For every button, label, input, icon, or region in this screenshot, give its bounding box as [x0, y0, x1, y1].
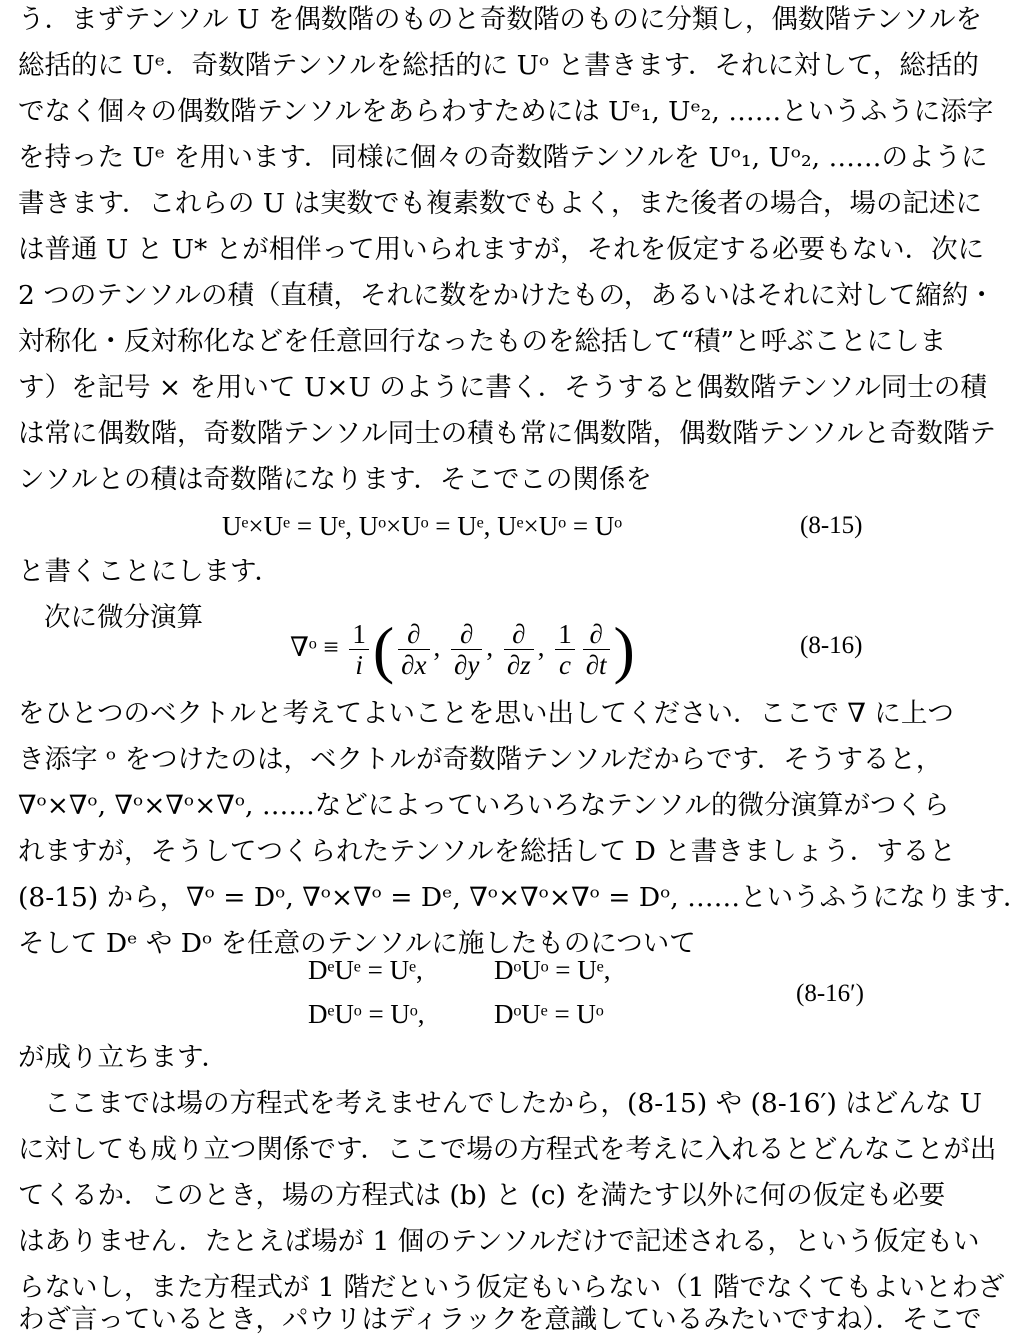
text-line: 2 つのテンソルの積（直積，それに数をかけたもの，あるいはそれに対して縮約・	[18, 280, 995, 311]
equation-8-16p-r2c1: DᵉUᵒ = Uᵒ,	[308, 999, 425, 1029]
text-line: き添字 ᵒ をつけたのは，ベクトルが奇数階テンソルだからです．そうすると，	[18, 744, 943, 775]
text-line: (8-15) から，∇ᵒ = Dᵒ, ∇ᵒ×∇ᵒ = Dᵉ, ∇ᵒ×∇ᵒ×∇ᵒ = Dᵒ, ……というふうになります．	[18, 882, 1030, 913]
equation-8-16p-r1c1: DᵉUᵉ = Uᵉ,	[308, 955, 423, 985]
text-line: 対称化・反対称化などを任意回行なったものを総括して“積”と呼ぶことにしま	[18, 326, 947, 357]
fraction: $\frac{1}{i}$	[349, 619, 369, 680]
text-line: をひとつのベクトルと考えてよいことを思い出してください．ここで ∇ に上つ	[18, 698, 954, 729]
equation-number: (8-16′)	[796, 980, 864, 1007]
text-line: らないし，また方程式が 1 階だという仮定もいらない（1 階でなくてもよいとわざ	[18, 1272, 1005, 1303]
text-line: を持った Uᵉ を用います．同様に個々の奇数階テンソルを Uᵒ₁, Uᵒ₂, ……のように	[18, 142, 988, 173]
text-line: す）を記号 × を用いて U×U のように書く．そうすると偶数階テンソル同士の積	[18, 372, 987, 403]
text-line: れますが，そうしてつくられたテンソルを総括して D と書きましょう．すると	[18, 836, 956, 867]
fraction: $\frac{\partial}{\partial z}$	[504, 619, 534, 680]
text-line: と書くことにします．	[18, 556, 281, 587]
equation-number: (8-15)	[800, 512, 863, 539]
text-line: でなく個々の偶数階テンソルをあらわすためには Uᵉ₁, Uᵉ₂, ……というふうに添字	[18, 96, 994, 127]
text-line: 書きます．これらの U は実数でも複素数でもよく，また後者の場合，場の記述に	[18, 188, 983, 219]
text-line: は常に偶数階，奇数階テンソル同士の積も常に偶数階，偶数階テンソルと奇数階テ	[18, 418, 996, 449]
fraction: $\frac{1}{c}$	[555, 619, 575, 680]
equation-8-16: ∇ᵒ ≡ $\frac{1}{i}$ ( $\frac{\partial}{\partial x}$ , $\frac{\partial}{\partial y}$ , $\frac{\partial}{\partial z}$ , $\frac{1}{c}$ $\frac{\partial}{\partial t}$ )	[290, 613, 635, 685]
text-line: ∇ᵒ×∇ᵒ, ∇ᵒ×∇ᵒ×∇ᵒ, ……などによっていろいろなテンソル的微分演算がつくら	[18, 790, 950, 821]
equation-8-16p-r1c2: DᵒUᵒ = Uᵉ,	[494, 955, 611, 985]
text-line: ここまでは場の方程式を考えませんでしたから，(8-15) や (8-16′) はどんな U	[44, 1088, 982, 1119]
text-line: 次に微分演算	[44, 602, 203, 633]
fraction: $\frac{\partial}{\partial y}$	[451, 619, 482, 680]
text-line: 総括的に Uᵉ．奇数階テンソルを総括的に Uᵒ と書きます．それに対して，総括的	[18, 50, 979, 81]
equation-8-15: Uᵉ×Uᵉ = Uᵉ, Uᵒ×Uᵒ = Uᵉ, Uᵉ×Uᵒ = Uᵒ	[222, 511, 623, 541]
text-line: が成り立ちます．	[18, 1042, 228, 1073]
text-line: はありません．たとえば場が 1 個のテンソルだけで記述される，という仮定もい	[18, 1226, 980, 1257]
text-line: そして Dᵉ や Dᵒ を任意のテンソルに施したものについて	[18, 928, 696, 959]
text-line: わざ言っているとき，パウリはディラックを意識しているみたいですね）．そこで	[18, 1304, 982, 1335]
text-line: は普通 U と U* とが相伴って用いられますが，それを仮定する必要もない．次に	[18, 234, 985, 265]
text-line: う．まずテンソル U を偶数階のものと奇数階のものに分類し，偶数階テンソルを	[18, 4, 983, 35]
equation-number: (8-16)	[800, 632, 863, 659]
text-line: てくるか．このとき，場の方程式は (b) と (c) を満たす以外に何の仮定も必要	[18, 1180, 946, 1211]
text-line: ンソルとの積は奇数階になります．そこでこの関係を	[18, 464, 652, 495]
fraction: $\frac{\partial}{\partial x}$	[398, 619, 429, 680]
equation-8-16p-r2c2: DᵒUᵉ = Uᵒ	[494, 999, 604, 1029]
nabla-o: ∇ᵒ ≡	[290, 632, 339, 662]
text-line: に対しても成り立つ関係です．ここで場の方程式を考えに入れるとどんなことが出	[18, 1134, 997, 1165]
fraction: $\frac{\partial}{\partial t}$	[583, 619, 610, 680]
